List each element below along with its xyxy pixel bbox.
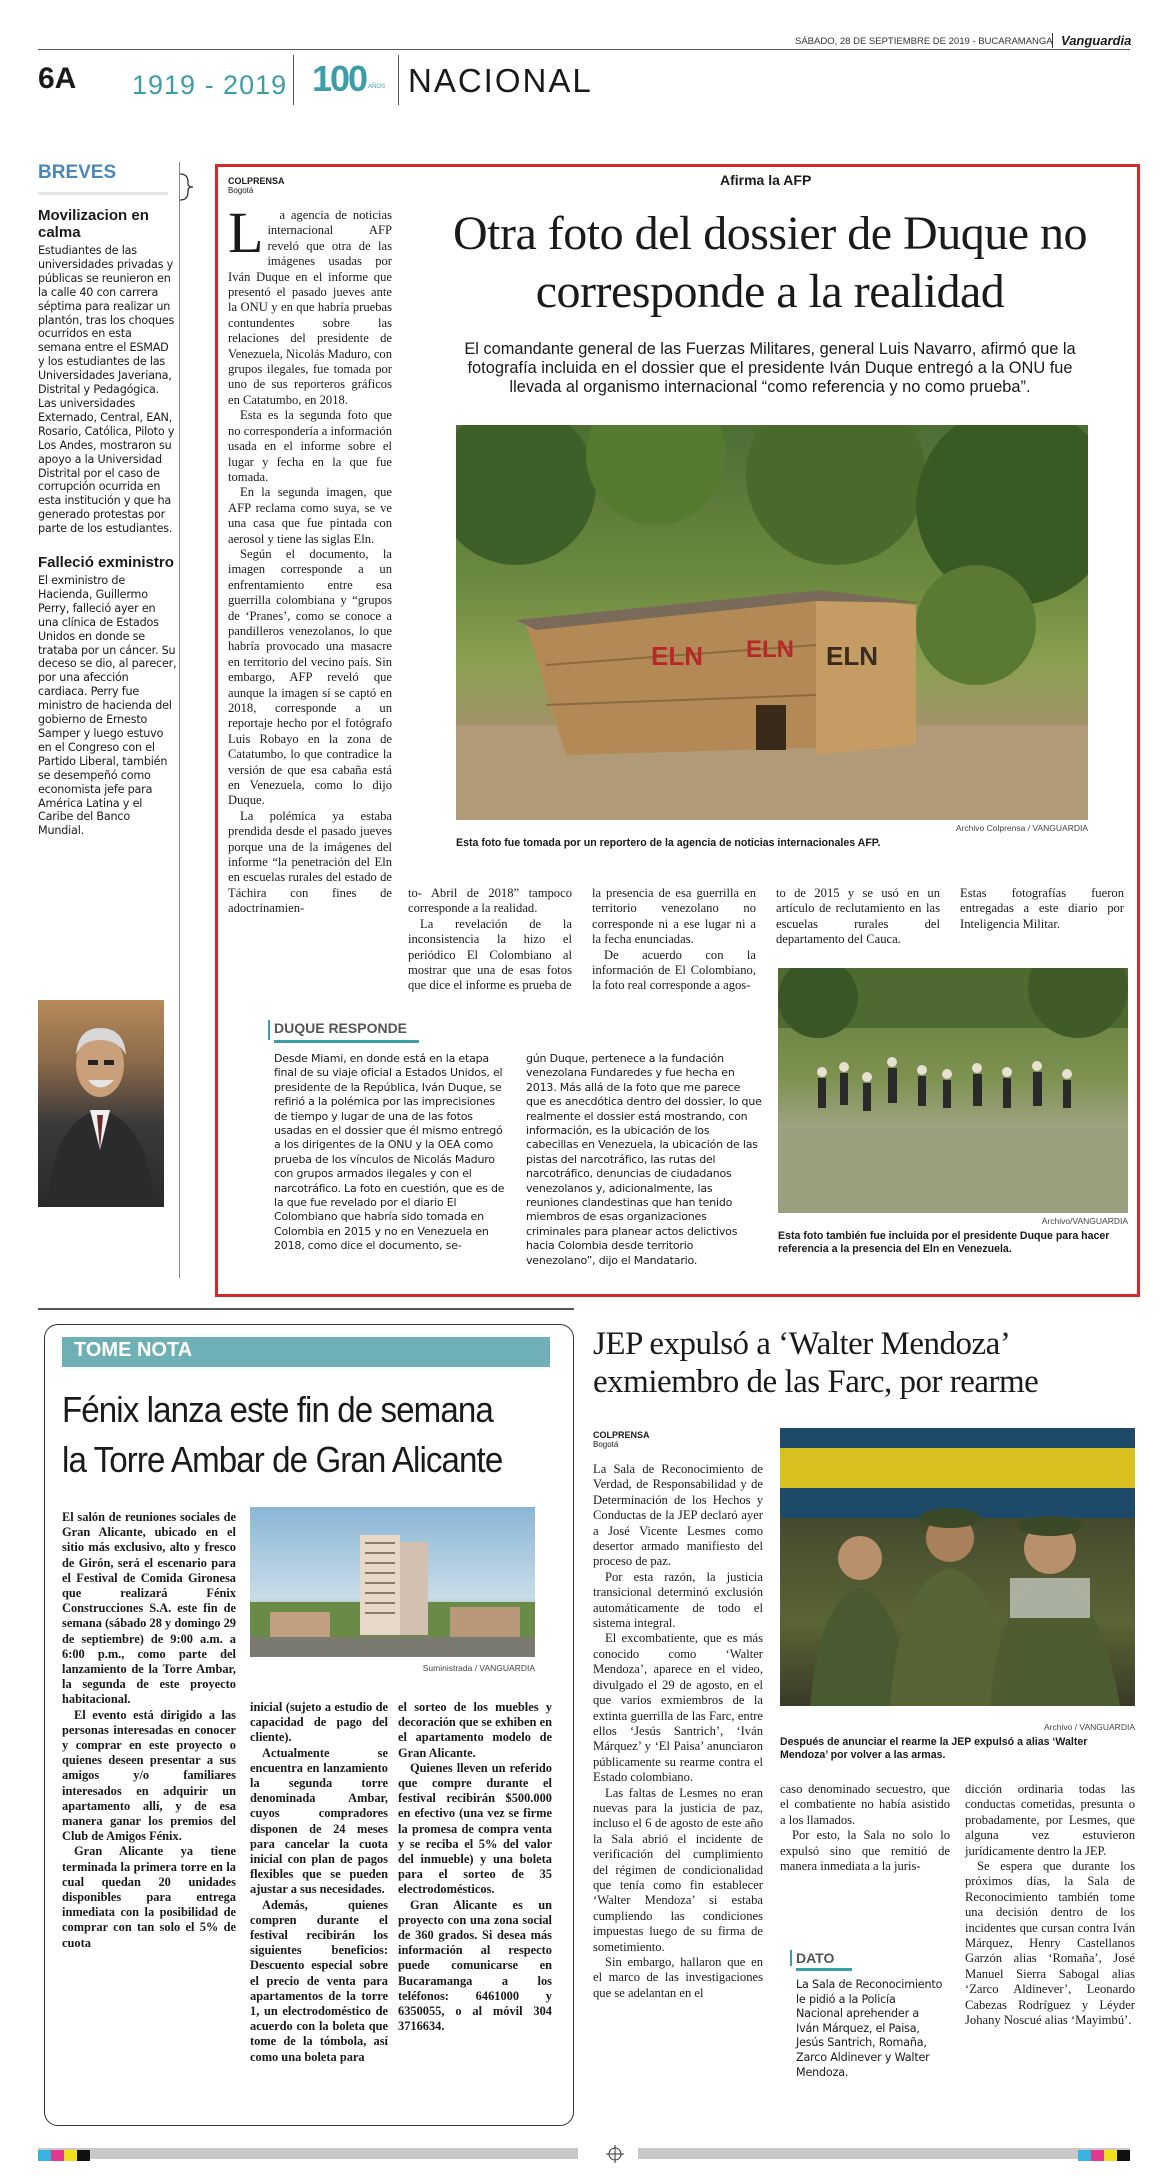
main-col-1: L a agencia de noticias internacional AFP reveló que otra de las imágenes usadas por Iván Duque en el informe que presentó el pasado jueves ante la ONU y en que habría pruebas contundentes sobre las relaciones del presidente de Venezuela, Nicolás Maduro, con grupos ilegales, fue tomada por uno de sus reporteros gráficos en Catatumbo, en 2018. Esta es la segunda foto que no correspondería a información usada en el informe sobre el lugar y fecha en la que fue tomada. En la segunda imagen, que AFP reclama como suya, se ve una casa que fue pintada con aerosol y tiene las siglas Eln. Según el documento, la imagen corresponde a un enfrentamiento entre esa guerrilla colombiana y “grupos de ‘Pranes’, como se conoce a pandilleros venezolanos, lo que habría provocado una masacre en territorio del vecino país. Sin embargo, AFP reveló que aunque la imagen sí se captó en 2018, corresponde a un reportaje hecho por el fotógrafo Luis Robayo en la zona de Catatumbo, lo que contradice la versión de que esa cabaña está en Venezuela, como lo dijo Duque. La polémica ya estaba prendida desde el pasado jueves porque una de la imágenes del informe “la penetración del Eln en escuelas rurales del estado de Táchira con fines de adoctrinamien-	[228, 200, 393, 916]
header-rule	[38, 49, 1130, 50]
tome-nota-col-2: inicial (sujeto a estudio de capacidad de pago del cliente). Actualmente se encuentra en lanzamiento la segunda torre denominada Ambar, cuyos compradores disponen de 24 meses para cancelar la cuota inicial con plan de pagos flexibles que se pueden ajustar a sus necesidades. Además, quienes compren durante el festival recibirán los siguientes beneficios: Descuento especial sobre el precio de venta para apartamentos de la torre 1, un electrodoméstico de acuerdo con la boleta que tome de la tómbola, así como una boleta para	[250, 1700, 388, 2064]
main-kicker: Afirma la AFP	[720, 172, 812, 188]
farc-video-photo	[780, 1428, 1135, 1706]
sidebar-col-1: Desde Miami, en donde está en la etapa final de su viaje oficial a Estados Unidos, el presidente de la República, Iván Duque, se refirió a la polémica por las imprecisiones de tiempo y lugar de una de las fotos usadas en el dossier que él mismo entregó a los dirigentes de la ONU y la OEA como prueba de los vínculos de Nicolás Maduro con grupos armados ilegales y con el narcotráfico. La foto en cuestión, que es de la que fue revelado por el diario El Colombiano que habría sido tomada en Colombia en 2015 y no en Venezuela en 2018, como dice el documento, se-	[274, 1052, 505, 1253]
main-dropcap: L	[228, 200, 264, 265]
breve-heading-2: Falleció exministro	[38, 554, 174, 572]
main-deck: El comandante general de las Fuerzas Militares, general Luis Navarro, afirmó que la fotografía incluida en el dossier que el presidente Iván Duque entregó a la ONU fue llevada al organismo internacional “como referencia y no como prueba”.	[464, 340, 1076, 396]
brand-logo: Vanguardia	[1052, 33, 1131, 48]
main-col-5: Estas fotografías fueron entregadas a este diario por Inteligencia Militar.	[960, 886, 1124, 931]
tome-nota-label: TOME NOTA	[62, 1337, 550, 1367]
main-headline: Otra foto del dossier de Duque no corresponde a la realidad	[452, 207, 1087, 318]
page-number: 6A	[38, 62, 77, 95]
centenary-years: 1919 - 2019	[132, 70, 288, 100]
photo1-caption: Esta foto fue tomada por un reportero de la agencia de noticias internacionales AFP.	[456, 837, 881, 849]
tome-nota-headline: Fénix lanza este fin de semana la Torre Ambar de Gran Alicante	[62, 1389, 503, 1480]
dato-title: DATO	[796, 1950, 835, 1966]
breves-title: BREVES	[38, 162, 117, 183]
breve-heading-1: Movilizacion en calma	[38, 207, 149, 241]
jep-col-1: La Sala de Reconocimiento de Verdad, de Responsabilidad y de Determinación de los Hechos y Conductas de la JEP declaró ayer a José Vicente Lesmes como desertor armado manifiesto del proceso de paz. Por esta razón, la justicia transicional determinó exclusión automáticamente de todo el sistema integral. El excombatiente, que es más conocido como ‘Walter Mendoza’, aparece en el video, divulgado el 29 de agosto, en el que varios exmiembros de la extinta guerrilla de las Farc, entre ellos ‘Jesús Santrich’, ‘Iván Márquez’ y ‘El Paisa’ anunciaron públicamente su rearme contra el Estado colombiano. Las faltas de Lesmes no eran nuevas para la justicia de paz, incluso el 6 de agosto de este año la Sala abrió el incidente de verificación del cumplimiento del régimen de condicionalidad que tenía como fin establecer ‘Walter Mendoza’ si estaba cumpliendo las condiciones impuestas luego de su firma de sometimiento. Sin embargo, hallaron que en el marco de las investigaciones que se adelantan en el	[593, 1462, 763, 2000]
breve-body-2: El exministro de Hacienda, Guillermo Perry, falleció ayer en una clínica de Estados Unidos en donde se trataba por un cáncer. Su deceso se dio, al parecer, por una afección cardiaca. Perry fue ministro de hacienda del gobierno de Ernesto Samper y luego estuvo en el Congreso con el Partido Liberal, también se desempeñó como economista jefe para América Latina y el Caribe del Banco Mundial.	[38, 574, 177, 838]
main-byline-city: Bogotá	[228, 186, 254, 195]
main-col-4: to de 2015 y se usó en un artículo de reclutamiento en las escuelas rurales del departamento del Cauca.	[776, 886, 940, 947]
jep-col-3: dicción ordinaria todas las conductas cometidas, presunta o probadamente, por Lesmes, que alguna vez estuvieron jurídicamente dentro la JEP. Se espera que durante los próximos días, la Sala de Reconocimiento también tome una decisión dentro de los incidentes que cursan contra Iván Márquez, Henry Castellanos Garzón alias ‘Romaña’, José Manuel Sierra Sabogal alias ‘Zarco Aldinever’, Leonardo Cabezas Rodríguez y Léyder Johany Noscué alias ‘Mayimbú’.	[965, 1782, 1135, 2028]
torre-photo-credit: Suministrada / VANGUARDIA	[422, 1663, 535, 1673]
dato-body: La Sala de Reconocimiento le pidió a la Policía Nacional aprehender a Iván Márquez, el Paisa, Jesús Santrich, Romaña, Zarco Aldinever y Walter Mendoza.	[796, 1978, 943, 2079]
section-title: NACIONAL	[408, 62, 593, 99]
brace-icon	[178, 172, 196, 202]
school-children-photo	[778, 968, 1128, 1213]
jep-byline-city: Bogotá	[593, 1440, 619, 1449]
photo2-credit: Archivo/VANGUARDIA	[1041, 1216, 1128, 1226]
sidebar-title: DUQUE RESPONDE	[274, 1020, 408, 1036]
main-byline: COLPRENSA	[228, 176, 285, 186]
main-col-3: la presencia de esa guerrilla en territorio venezolano no corresponde ni a ese lugar ni a la fecha enunciadas. De acuerdo con la información de El Colombiano, la foto real corresponde a agos-	[592, 886, 756, 993]
registration-mark-icon	[606, 2145, 624, 2163]
header-divider	[293, 55, 294, 105]
tome-nota-col-1: El salón de reuniones sociales de Gran Alicante, ubicado en el sitio más exclusivo, alto y fresco de Girón, será el escenario para el Festival de Comida Gironesa que realizará Fénix Construcciones S.A. este fin de semana (sábado 28 y domingo 29 de septiembre) de 9:00 a.m. a 6:00 p.m., como parte del lanzamiento de la Torre Ambar, la segunda de este proyecto habitacional. El evento está dirigido a las personas interesadas en conocer y comprar en este proyecto o quienes deseen presentar a sus amigos y/o familiares interesados en adquirir un apartamento allí, y de esa manera ganar los premios del Club de Amigos Fénix. Gran Alicante ya tiene terminada la primera torre en la cual quedan 20 unidades disponibles para entrega inmediata con la posibilidad de comprar con tan solo el 5% de cuota	[62, 1510, 236, 1950]
sidebar-col-2: gún Duque, pertenece a la fundación venezolana Fundaredes y fue hecha en 2013. Más allá de la foto que me parece que es anecdótica dentro del dossier, lo que realmente el dossier está mostrando, con información, es la ubicación de los cabecillas en Venezuela, la ubicación de las pistas del narcotráfico, las rutas del narcotráfico, denuncias de ciudadanos venezolanos y, adicionalmente, las reuniones clandestinas que han tenido miembros de esas organizaciones criminales para planear actos delictivos hacia Colombia desde territorio venezolano”, dijo el Mandatario.	[526, 1052, 762, 1267]
jep-byline: COLPRENSA	[593, 1430, 650, 1440]
tome-nota-col-3: el sorteo de los muebles y decoración que se exhiben en el apartamento modelo de Gran Alicante. Quienes lleven un referido que compre durante el festival recibirán $500.000 en efectivo (una vez se firme la promesa de compra venta y se reciba el 5% del valor del inmueble) y una boleta para el sorteo de 35 electrodomésticos. Gran Alicante es un proyecto con una zona social de 360 grados. Si desea más información al respecto puede comunicarse en Bucaramanga a los teléfonos: 6461000 y 6350055, o al móvil 304 3716634.	[398, 1700, 552, 2034]
centenary-logo: 100 AÑOS	[312, 58, 386, 99]
perry-portrait	[38, 1000, 164, 1207]
eln-graffiti-1: ELN	[651, 641, 703, 671]
dateline: SÁBADO, 28 DE SEPTIEMBRE DE 2019 - BUCARAMANGA	[795, 36, 1053, 47]
torre-ambar-photo	[250, 1507, 535, 1657]
photo2-caption: Esta foto también fue incluida por el presidente Duque para hacer referencia a la presencia del Eln en Venezuela.	[778, 1230, 1110, 1255]
photo1-credit: Archivo Colprensa / VANGUARDIA	[955, 823, 1088, 833]
jep-photo-caption: Después de anunciar el rearme la JEP expulsó a alias ‘Walter Mendoza’ por volver a las armas.	[780, 1736, 1088, 1761]
eln-graffiti-3: ELN	[826, 641, 878, 671]
print-registration-bar	[38, 2148, 1130, 2160]
header-divider-2	[398, 55, 399, 105]
eln-graffiti-2: ELN	[746, 636, 794, 663]
breves-sidebar	[38, 162, 178, 1278]
jep-col-2: caso denominado secuestro, que el combatiente no había asistido a los llamados. Por esto, la Sala no solo lo expulsó sino que remitió de manera inmediata a la juris-	[780, 1782, 950, 1874]
breve-body-1: Estudiantes de las universidades privadas y públicas se reunieron en la calle 40 con carrera séptima para realizar un plantón, tras los choques ocurridos en esta semana entre el ESMAD y los estudiantes de las Universidades Javeriana, Distrital y Pedagógica. Las universidades Externado, Central, EAN, Rosario, Católica, Piloto y Los Andes, mostraron su apoyo a la Universidad Distrital por el caso de corrupción ocurrida en esta institución y que ha generado protestas por parte de los estudiantes.	[38, 244, 175, 536]
jep-headline: JEP expulsó a ‘Walter Mendoza’ exmiembro de las Farc, por rearme	[593, 1326, 1039, 1400]
main-col-2: to- Abril de 2018” tampoco corresponde a la realidad. La revelación de la inconsistencia la hizo el periódico El Colombiano al mostrar que una de esas fotos que dice el informe es prueba de	[408, 886, 572, 993]
eln-hut-photo	[456, 425, 1088, 820]
jep-photo-credit: Archivo / VANGUARDIA	[1043, 1722, 1135, 1732]
